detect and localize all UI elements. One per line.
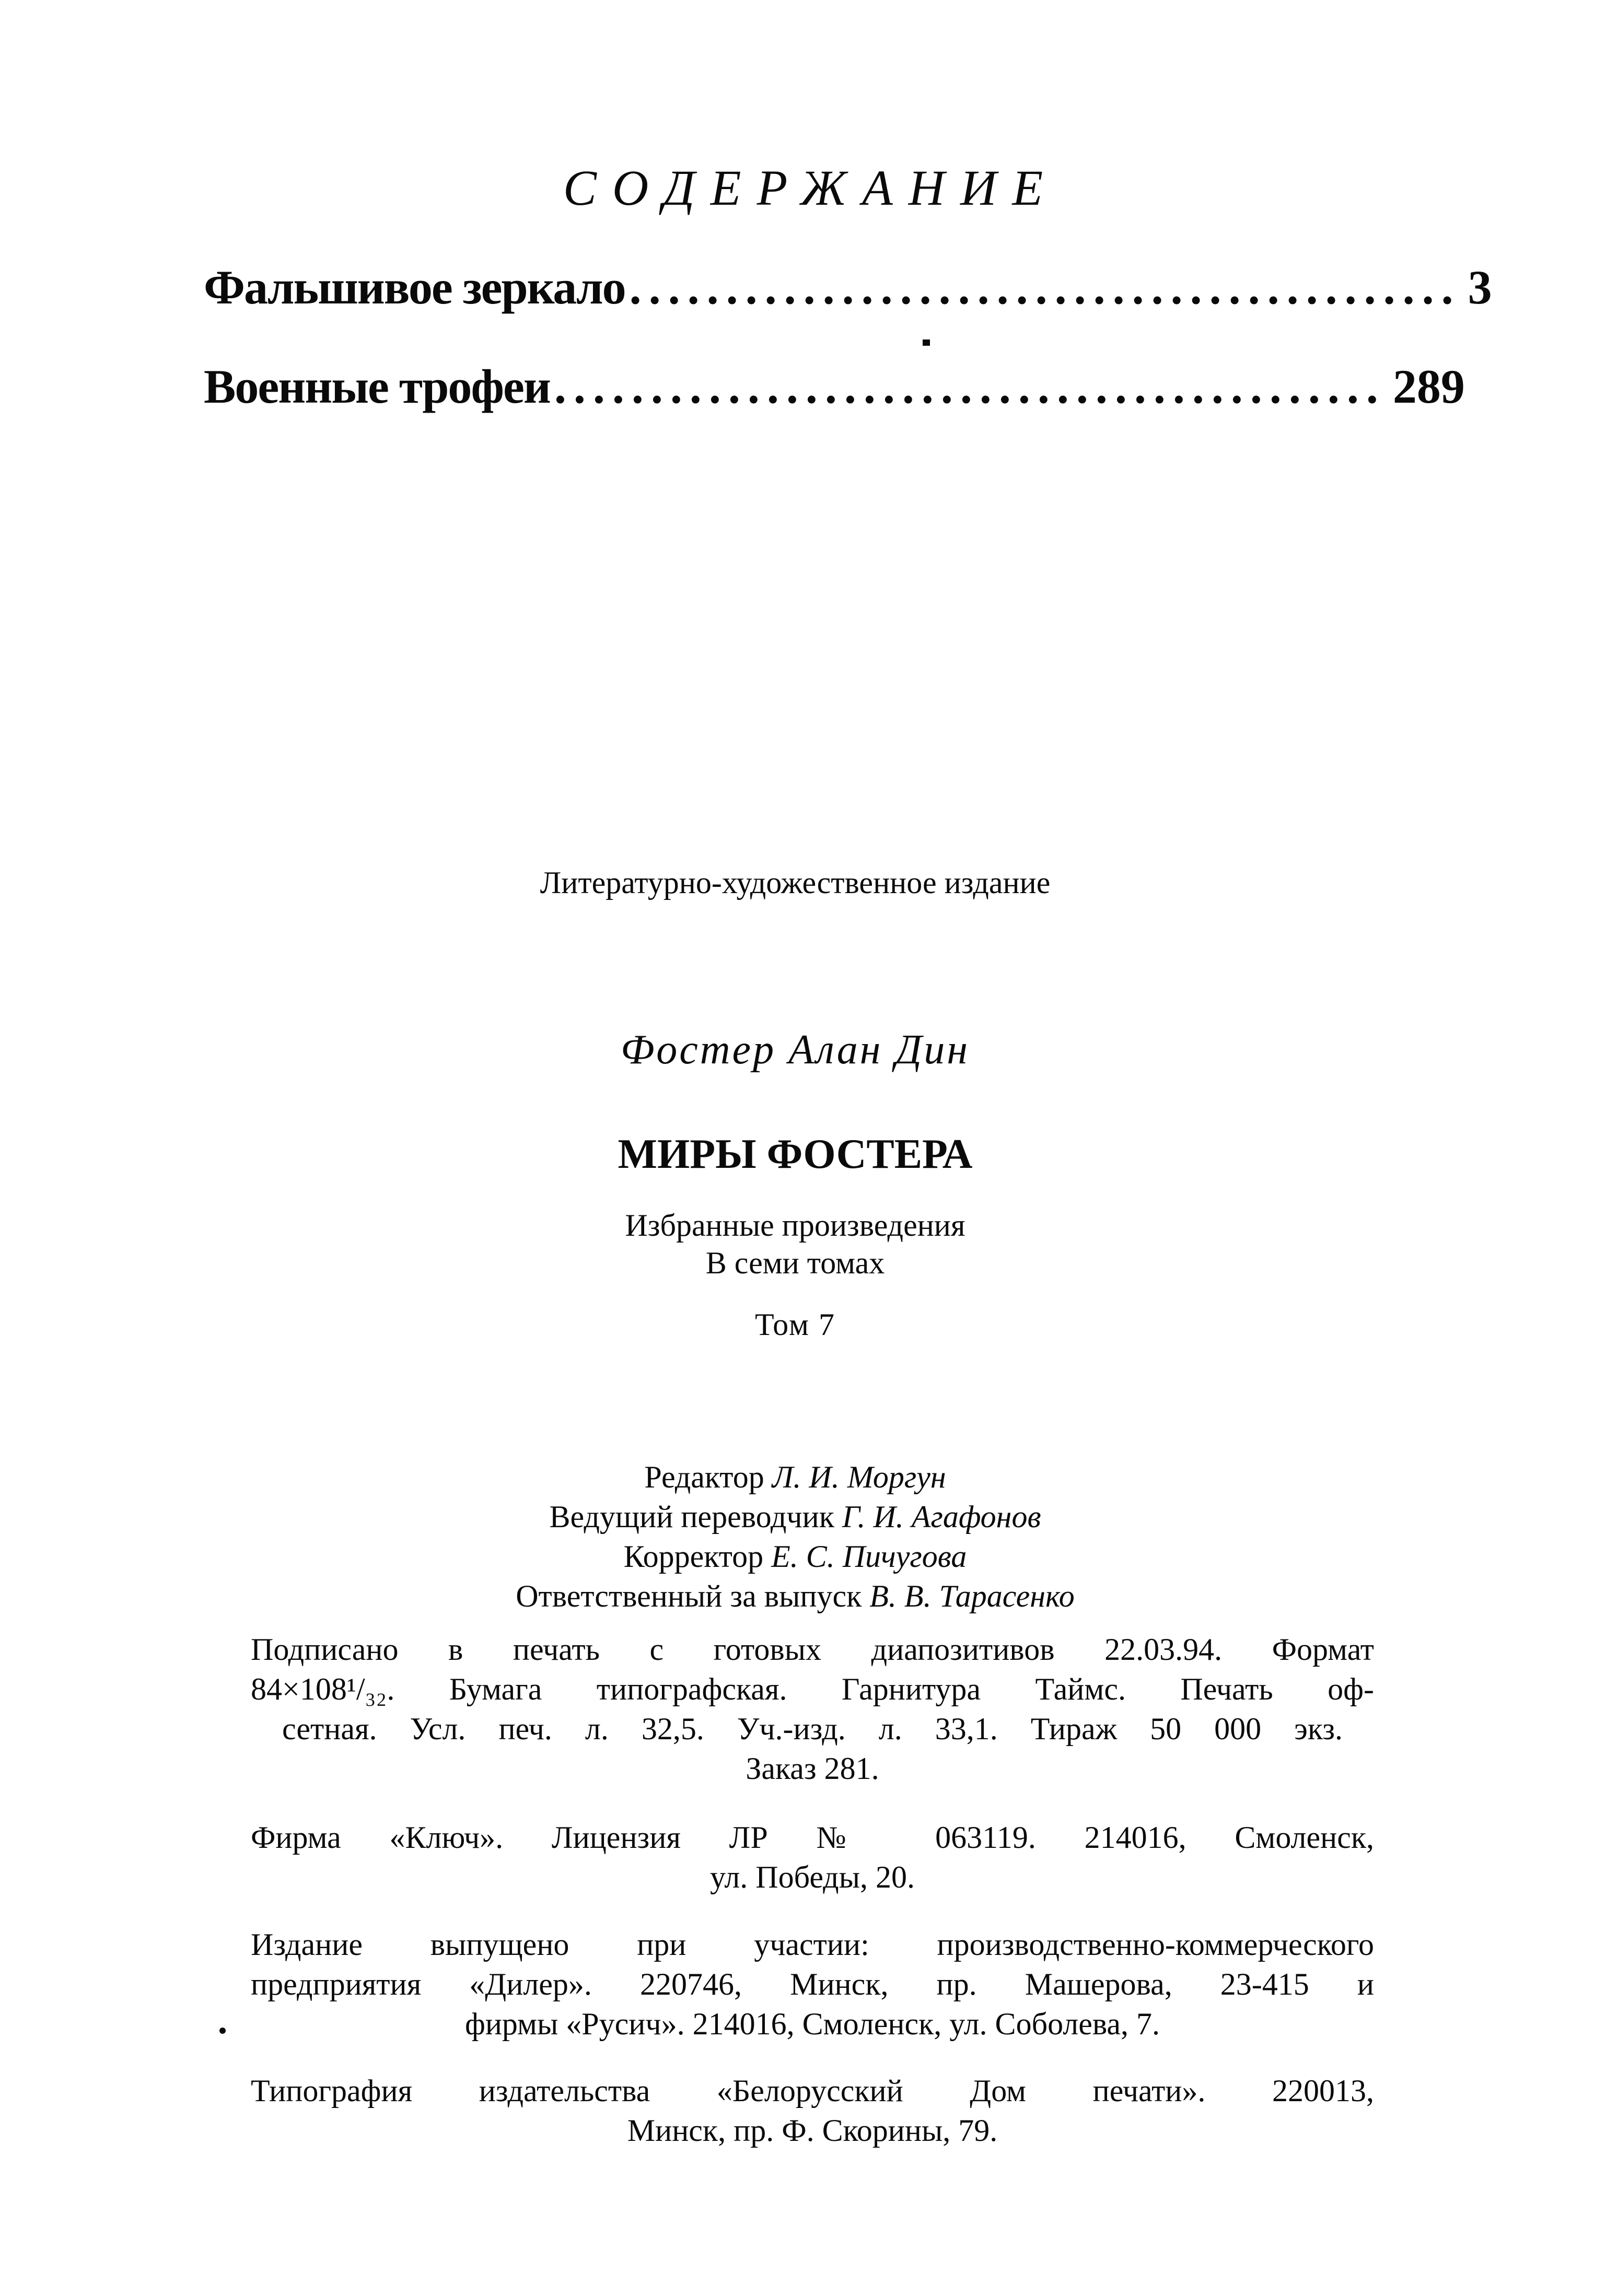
print-speck	[923, 339, 930, 346]
credit-line	[0, 1457, 1590, 1497]
firm-line: ул. Победы, 20.	[709, 1860, 915, 1894]
credit-name: В. В. Тарасенко	[869, 1579, 1075, 1613]
toc-entry-page: 289	[1392, 360, 1465, 413]
print-info-line: Заказ 281.	[746, 1751, 879, 1786]
credit-name: Л. И. Моргун	[772, 1460, 946, 1494]
volume-number: Том 7	[755, 1307, 835, 1342]
credit-line	[0, 1537, 1590, 1576]
credit-line	[0, 1576, 1590, 1616]
contents-title: СОДЕРЖАНИЕ	[563, 160, 1059, 216]
toc-entry-title: Военные трофеи	[204, 360, 550, 413]
toc-leader-dots: ...........................................	[554, 360, 1386, 413]
toc-entry[interactable]	[204, 350, 1465, 423]
participation-note	[251, 1925, 1374, 2044]
toc-entry-title: Фальшивое зеркало	[204, 261, 625, 314]
credit-line	[0, 1497, 1590, 1537]
toc-leader-dots: ...........................................	[629, 261, 1461, 314]
print-info-line: Подписано в печать с готовых диапозитивов 22.03.94. Формат	[251, 1632, 1374, 1667]
edition-type: Литературно-художественное издание	[540, 865, 1051, 900]
toc-entry-page: 3	[1468, 261, 1492, 314]
printing-house-line: Типография издательства «Белорусский Дом печати». 220013,	[251, 2074, 1374, 2108]
print-info	[251, 1630, 1374, 1788]
credit-name: Г. И. Агафонов	[842, 1500, 1041, 1534]
book-subtitle: Избранные произведения	[625, 1208, 965, 1243]
credit-role: Корректор	[623, 1539, 764, 1574]
participation-line: предприятия «Дилер». 220746, Минск, пр. Машерова, 23-415 и	[251, 1967, 1374, 2001]
participation-line: фирмы «Русич». 214016, Смоленск, ул. Соболева, 7.	[464, 2007, 1160, 2041]
print-info-line: 84×108¹/₃₂. Бумага типографская. Гарнитура Таймс. Печать оф-	[251, 1672, 1374, 1706]
credit-role: Редактор	[644, 1460, 764, 1494]
printing-house-line: Минск, пр. Ф. Скорины, 79.	[627, 2113, 998, 2148]
credit-role: Ведущий переводчик	[549, 1500, 834, 1534]
print-speck	[219, 2028, 226, 2034]
credit-name: Е. С. Пичугова	[771, 1539, 967, 1574]
printing-house	[251, 2071, 1374, 2150]
author-name: Фостер Алан Дин	[620, 1027, 970, 1073]
print-info-line: сетная. Усл. печ. л. 32,5. Уч.-изд. л. 33,1. Тираж 50 000 экз.	[282, 1712, 1343, 1746]
toc-entry[interactable]	[204, 251, 1492, 324]
publisher-firm	[251, 1818, 1374, 1897]
book-subtitle: В семи томах	[705, 1246, 885, 1280]
participation-line: Издание выпущено при участии: производственно-коммерческого	[251, 1927, 1374, 1962]
book-title: МИРЫ ФОСТЕРА	[618, 1131, 973, 1177]
firm-line: Фирма «Ключ». Лицензия ЛР № 063119. 214016, Смоленск,	[251, 1820, 1374, 1855]
credit-role: Ответственный за выпуск	[516, 1579, 862, 1613]
